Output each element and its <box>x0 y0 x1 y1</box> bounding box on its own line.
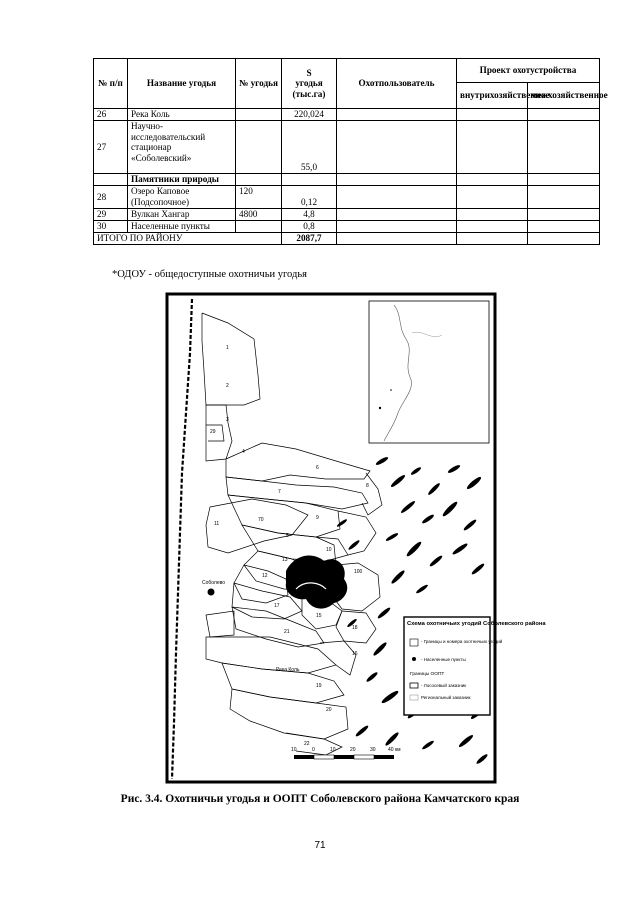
map-legend <box>404 617 546 715</box>
svg-text:0: 0 <box>312 747 315 753</box>
table-row: 27 Научно-исследовательский стационар «Соболевский» 55,0 <box>94 121 600 174</box>
section-row <box>94 174 600 186</box>
svg-text:2: 2 <box>226 383 229 389</box>
svg-text:12: 12 <box>262 573 268 579</box>
header-user: Охотпользователь <box>337 59 457 109</box>
svg-text:1: 1 <box>226 345 229 351</box>
header-area <box>282 59 337 109</box>
svg-text:40 км: 40 км <box>388 747 401 753</box>
header-project-inter: межхозяйственное <box>528 83 600 109</box>
svg-text:6: 6 <box>316 465 319 471</box>
svg-text:15: 15 <box>316 613 322 619</box>
svg-text:20: 20 <box>326 707 332 713</box>
svg-text:22: 22 <box>304 741 310 747</box>
header-project: Проект охотустройства <box>457 59 600 83</box>
svg-text:7: 7 <box>278 489 281 495</box>
svg-text:16: 16 <box>352 651 358 657</box>
svg-text:100: 100 <box>354 569 363 575</box>
svg-text:4: 4 <box>242 449 245 455</box>
svg-text:11: 11 <box>214 521 220 527</box>
svg-text:20: 20 <box>350 747 356 753</box>
svg-text:29: 29 <box>210 429 216 435</box>
town-marker <box>208 589 215 596</box>
map-figure <box>166 293 546 783</box>
header-name: Название угодья <box>128 59 236 109</box>
table-row: 29 Вулкан Хангар 4800 4,8 <box>94 209 600 221</box>
total-area: 2087,7 <box>282 233 337 245</box>
section-title: Памятники природы <box>128 174 236 186</box>
total-row <box>94 233 600 245</box>
svg-text:30: 30 <box>370 747 376 753</box>
svg-text:70: 70 <box>258 517 264 523</box>
header-num: № п/п <box>94 59 128 109</box>
table-row: 28 Озеро Каповое (Подсопочное) 120 0,12 <box>94 186 600 209</box>
svg-text:13: 13 <box>282 557 288 563</box>
table-row: 30 Населенные пункты 0,8 <box>94 221 600 233</box>
settlement-swatch <box>412 657 416 661</box>
hunting-grounds-map <box>166 293 546 783</box>
hunting-grounds-table <box>93 58 608 245</box>
svg-text:17: 17 <box>274 603 280 609</box>
svg-text:10: 10 <box>326 547 332 553</box>
svg-text:- Границы и номера охотничьих: - Границы и номера охотничьих угодий <box>421 639 503 644</box>
svg-text:- Населенные пункты: - Населенные пункты <box>421 657 466 662</box>
svg-text:8: 8 <box>366 483 369 489</box>
svg-text:9: 9 <box>316 515 319 521</box>
town-label: Соболево <box>202 580 226 586</box>
inset-map <box>369 301 489 443</box>
header-area-s: S <box>306 67 312 78</box>
footnote: *ОДОУ - общедоступные охотничьи угодья <box>112 269 307 280</box>
svg-text:19: 19 <box>316 683 322 689</box>
figure-caption: Рис. 3.4. Охотничьи угодья и ООПТ Соболевского района Камчатского края <box>120 793 520 805</box>
page-number: 71 <box>314 840 326 851</box>
svg-text:Границы ООПТ: Границы ООПТ <box>410 672 445 677</box>
svg-text:18: 18 <box>352 625 358 631</box>
header-area-rest: угодья (тыс.га) <box>292 78 326 99</box>
svg-text:Региональный заказник: Региональный заказник <box>421 695 471 700</box>
svg-text:3: 3 <box>226 417 229 423</box>
header-project-internal: внутрихозяйственное <box>457 83 528 109</box>
svg-text:10: 10 <box>291 747 297 753</box>
header-unit: № угодья <box>236 59 282 109</box>
table-row: 26 Река Коль 220,024 <box>94 109 600 121</box>
svg-text:5: 5 <box>286 533 289 539</box>
svg-text:- Лососевый заказник: - Лососевый заказник <box>421 683 467 688</box>
svg-text:14: 14 <box>340 581 346 587</box>
river-label: Река Коль <box>276 667 300 673</box>
total-label: ИТОГО ПО РАЙОНУ <box>94 233 282 245</box>
legend-title: Схема охотничьих угодий Соболевского района <box>407 621 546 627</box>
svg-text:21: 21 <box>284 629 290 635</box>
svg-text:10: 10 <box>330 747 336 753</box>
